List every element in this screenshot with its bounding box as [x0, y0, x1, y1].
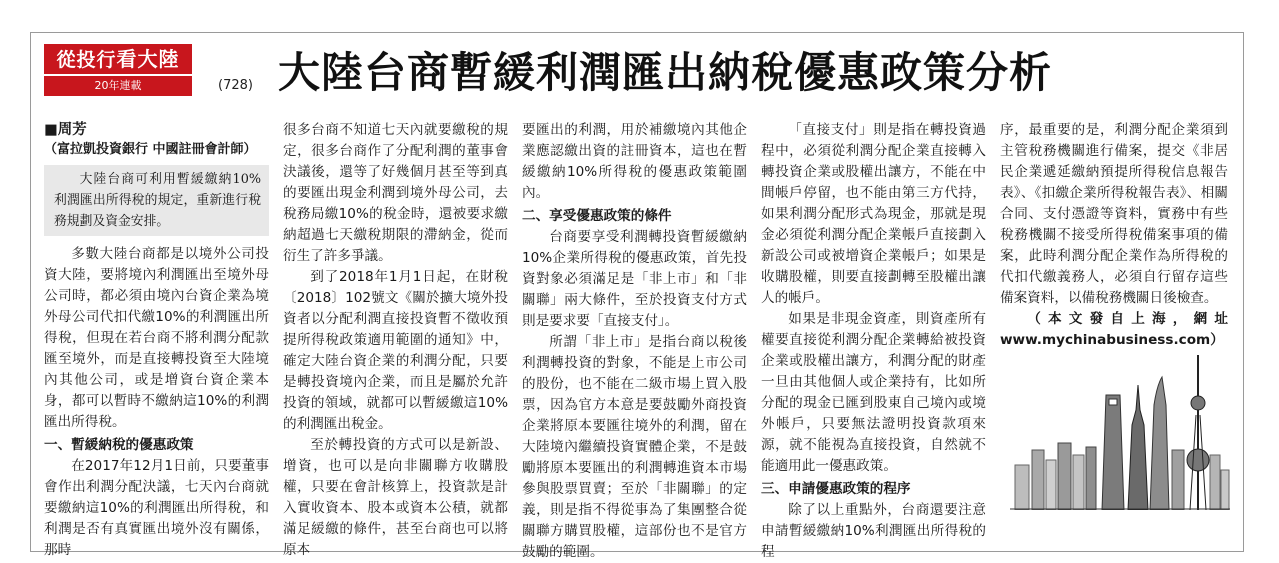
column-5: [1000, 120, 1228, 351]
author-affiliation: （富拉凱投資銀行 中國註冊會計師）: [44, 142, 257, 157]
paragraph: 除了以上重點外，台商還要注意申請暫緩繳納10%利潤匯出所得稅的程: [761, 502, 986, 560]
column-logo: [44, 44, 192, 94]
paragraph: 很多台商不知道七天內就要繳稅的規定，很多台商作了分配利潤的董事會決議後，還等了好幾個月甚至等到真的要匯出現金利潤到境外母公司，去稅務局繳10%的稅金時，還被要求繳納超過七天繳稅期限的滯納金，從而衍生了許多爭議。: [283, 122, 508, 264]
summary-text: 大陸台商可利用暫緩繳納10%利潤匯出所得稅的規定，重新進行稅務規劃及資金安排。: [54, 172, 261, 229]
author-name: ■周芳: [44, 122, 87, 138]
section-heading: 三、申請優惠政策的程序: [761, 481, 911, 497]
paragraph: 如果是非現金資產，則資產所有權要直接從利潤分配企業轉給被投資企業或股權出讓方，利潤分配的財產一旦由其他個人或企業持有，比如所分配的現金已匯到股東自己境內或境外帳戶，只要無法證明投資款項來源，就不能視為直接投資，自然就不能適用此一優惠政策。: [761, 311, 986, 474]
paragraph: 台商要享受利潤轉投資暫緩繳納10%企業所得稅的優惠政策，首先投資對象必須滿足是「非上市」和「非關聯」兩大條件，至於投資支付方式則是要求要「直接支付」。: [522, 229, 747, 329]
summary-box: [44, 165, 269, 236]
column-1: [44, 120, 269, 561]
issue-number: (728): [218, 78, 253, 93]
column-2: [283, 120, 508, 561]
paragraph: 多數大陸台商都是以境外公司投資大陸，要將境內利潤匯出至境外母公司時，都必須由境內台資企業為境外母公司代扣代繳10%的利潤匯出所得稅，但現在若台商不將利潤分配款匯至境外，而是直接轉投資至大陸境內其他公司，或是增資台資企業本身，都可以暫時不繳納這10%的利潤匯出所得稅。: [44, 246, 269, 430]
source-note: （本文發自上海，網址www.mychinabusiness.com）: [1000, 311, 1228, 348]
paragraph: 在2017年12月1日前，只要董事會作出利潤分配決議，七天內台商就要繳納這10%的利潤匯出所得稅，和利潤是否有真實匯出境外沒有關係，那時: [44, 458, 269, 558]
column-logo-title: 從投行看大陸: [44, 44, 192, 74]
paragraph: 序，最重要的是，利潤分配企業須到主管稅務機關進行備案，提交《非居民企業遞延繳納預提所得稅信息報告表》、《扣繳企業所得稅報告表》、相關合同、支付憑證等資料，實務中有些稅務機關不接受所得稅備案事項的備案，此時利潤分配企業作為所得稅的代扣代繳義務人，必須自行留存這些備案資料，以備稅務機關日後檢查。: [1000, 122, 1228, 306]
column-3: [522, 120, 747, 563]
column-4: [761, 120, 986, 563]
shanghai-skyline-illustration: [1010, 355, 1230, 510]
paragraph: 所謂「非上市」是指台商以稅後利潤轉投資的對象，不能是上市公司的股份，也不能在二級市場上買入股票，因為官方本意是要鼓勵外商投資企業將原本要匯往境外的利潤，留在大陸境內繼續投資實體企業，不是鼓勵將原本要匯出的利潤轉進資本市場參與股票買賣；至於「非關聯」的定義，則是指不得從事為了集團整合從關聯方購買股權，這部份也不是官方鼓勵的範圍。: [522, 334, 747, 560]
section-heading: 一、暫緩納稅的優惠政策: [44, 437, 194, 453]
section-heading: 二、享受優惠政策的條件: [522, 208, 672, 224]
column-logo-subtitle: 20年連載: [44, 74, 192, 96]
paragraph: 「直接支付」則是指在轉投資過程中，必須從利潤分配企業直接轉入轉投資企業或股權出讓方，不能在中間帳戶停留，也不能由第三方代持，如果利潤分配形式為現金，那就是現金必須從利潤分配企業帳戶直接劃入新設公司或被增資企業帳戶；如果是收購股權，則要直接劃轉至股權出讓人的帳戶。: [761, 122, 986, 306]
paragraph: 至於轉投資的方式可以是新設、增資，也可以是向非關聯方收購股權，只要在會計核算上，投資款是計入實收資本、股本或資本公積，就都滿足緩繳的條件，甚至台商也可以將原本: [283, 437, 508, 558]
paragraph: 到了2018年1月1日起，在財稅〔2018〕102號文《關於擴大境外投資者以分配利潤直接投資暫不徵收預提所得稅政策適用範圍的通知》中，確定大陸台資企業的利潤分配，只要是轉投資境內企業，而且是屬於允許投資的領域，就都可以暫緩繳這10%的利潤匯出稅金。: [283, 269, 508, 432]
paragraph: 要匯出的利潤，用於補繳境內其他企業應認繳出資的註冊資本，這也在暫緩繳納10%所得稅的優惠政策範圍內。: [522, 122, 747, 201]
article-title: 大陸台商暫緩利潤匯出納稅優惠政策分析: [278, 48, 1053, 97]
